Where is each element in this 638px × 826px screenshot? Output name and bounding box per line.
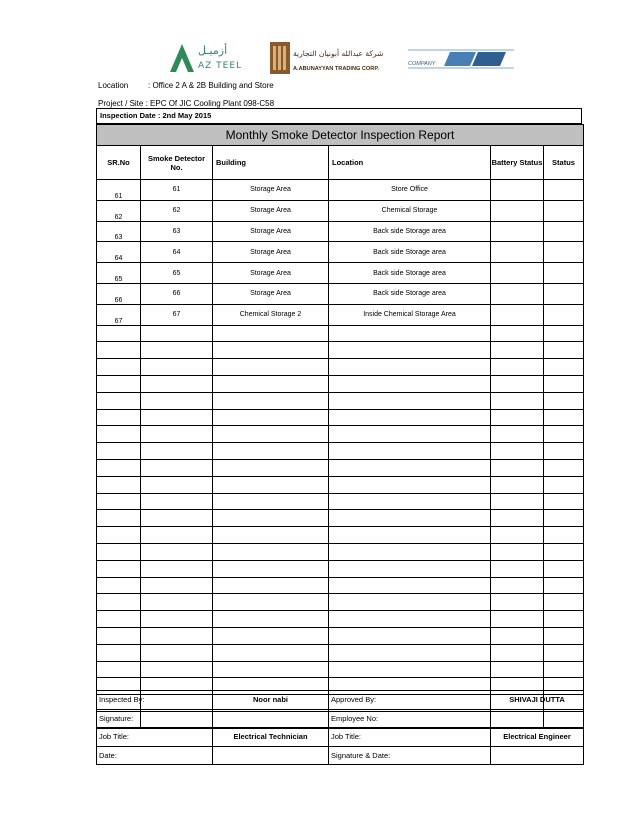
cell-location: Back side Storage area (329, 263, 491, 284)
job-title-label-2: Job Title: (329, 728, 491, 747)
cell-battery-status (491, 200, 544, 221)
table-row (97, 627, 584, 644)
cell-location: Store Office (329, 180, 491, 201)
cell-building (213, 426, 329, 443)
table-row (97, 527, 584, 544)
cell-detector-no: 66 (141, 283, 213, 304)
signature-date-value (491, 746, 584, 765)
cell-sr-no: 61 (97, 180, 141, 201)
cell-detector-no (141, 627, 213, 644)
col-header-battery: Battery Status (491, 146, 544, 180)
cell-sr-no: 67 (97, 304, 141, 325)
cell-detector-no (141, 409, 213, 426)
job-title-value-2: Electrical Engineer (491, 728, 584, 747)
table-row (97, 200, 584, 221)
cell-building (213, 493, 329, 510)
cell-battery-status (491, 493, 544, 510)
table-row (97, 476, 584, 493)
cell-sr-no (97, 577, 141, 594)
cell-building (213, 342, 329, 359)
cell-status (544, 375, 584, 392)
approved-by-value: SHIVAJI DUTTA (491, 691, 584, 710)
project-line: Project / Site : EPC Of JIC Cooling Plant 098-C58 (98, 99, 275, 108)
cell-building (213, 375, 329, 392)
cell-location (329, 543, 491, 560)
abunayyan-arabic-text: شركة عبدالله أبونيان التجارية (293, 49, 384, 58)
employee-no-label: Employee No: (329, 709, 491, 728)
table-row (97, 644, 584, 661)
cell-sr-no: 62 (97, 200, 141, 221)
cell-status (544, 221, 584, 242)
abunayyan-logo (268, 40, 384, 76)
cell-status (544, 459, 584, 476)
cell-detector-no (141, 644, 213, 661)
cell-location (329, 342, 491, 359)
cell-sr-no (97, 611, 141, 628)
cell-sr-no (97, 426, 141, 443)
inspection-table (96, 124, 584, 729)
cell-battery-status (491, 242, 544, 263)
cell-building (213, 611, 329, 628)
cell-sr-no (97, 627, 141, 644)
table-row (97, 426, 584, 443)
cell-location (329, 359, 491, 376)
cell-building (213, 476, 329, 493)
cell-status (544, 304, 584, 325)
table-row (97, 325, 584, 342)
cell-detector-no (141, 392, 213, 409)
cell-building (213, 594, 329, 611)
cell-building (213, 577, 329, 594)
cell-status (544, 359, 584, 376)
cell-status (544, 392, 584, 409)
col-header-building: Building (213, 146, 329, 180)
cell-sr-no: 64 (97, 242, 141, 263)
table-row (97, 510, 584, 527)
location-line (98, 81, 274, 90)
cell-detector-no (141, 375, 213, 392)
cell-location: Chemical Storage (329, 200, 491, 221)
date-value (213, 746, 329, 765)
cell-status (544, 426, 584, 443)
cell-location: Inside Chemical Storage Area (329, 304, 491, 325)
cell-sr-no (97, 459, 141, 476)
cell-building (213, 527, 329, 544)
cell-building: Storage Area (213, 263, 329, 284)
location-value: : Office 2 A & 2B Building and Store (148, 81, 274, 90)
cell-sr-no (97, 594, 141, 611)
cell-battery-status (491, 392, 544, 409)
cell-battery-status (491, 543, 544, 560)
cell-detector-no (141, 543, 213, 560)
cell-location: Back side Storage area (329, 221, 491, 242)
cell-location (329, 443, 491, 460)
cell-detector-no (141, 476, 213, 493)
cell-status (544, 543, 584, 560)
cell-battery-status (491, 180, 544, 201)
table-row (97, 263, 584, 284)
cell-battery-status (491, 594, 544, 611)
cell-location (329, 392, 491, 409)
cell-sr-no (97, 342, 141, 359)
cell-battery-status (491, 527, 544, 544)
table-row (97, 392, 584, 409)
report-title: Monthly Smoke Detector Inspection Report (97, 125, 584, 146)
job-title-value: Electrical Technician (213, 728, 329, 747)
cell-sr-no (97, 476, 141, 493)
cell-status (544, 577, 584, 594)
cell-battery-status (491, 359, 544, 376)
table-row (97, 221, 584, 242)
employee-no-value (491, 709, 584, 728)
cell-battery-status (491, 510, 544, 527)
cell-battery-status (491, 611, 544, 628)
cell-status (544, 443, 584, 460)
cell-sr-no (97, 359, 141, 376)
cell-sr-no (97, 661, 141, 678)
table-row (97, 594, 584, 611)
cell-status (544, 644, 584, 661)
cell-building: Storage Area (213, 200, 329, 221)
cell-status (544, 263, 584, 284)
cell-battery-status (491, 342, 544, 359)
inspected-by-value: Noor nabi (213, 691, 329, 710)
table-row (97, 577, 584, 594)
cell-building: Storage Area (213, 283, 329, 304)
cell-battery-status (491, 627, 544, 644)
cell-building (213, 661, 329, 678)
cell-location (329, 560, 491, 577)
cell-sr-no (97, 375, 141, 392)
cell-location (329, 594, 491, 611)
cell-location (329, 577, 491, 594)
col-header-sr-no: SR.No (97, 146, 141, 180)
cell-sr-no (97, 560, 141, 577)
cell-status (544, 527, 584, 544)
cell-status (544, 560, 584, 577)
cell-detector-no (141, 510, 213, 527)
date-label: Date: (97, 746, 213, 765)
cell-building: Chemical Storage 2 (213, 304, 329, 325)
cell-battery-status (491, 375, 544, 392)
cell-battery-status (491, 221, 544, 242)
cell-status (544, 200, 584, 221)
cell-battery-status (491, 426, 544, 443)
cell-battery-status (491, 443, 544, 460)
cell-location (329, 611, 491, 628)
signature-table (96, 690, 584, 765)
cell-building (213, 627, 329, 644)
cell-building (213, 359, 329, 376)
cell-detector-no (141, 577, 213, 594)
cell-location (329, 459, 491, 476)
cell-status (544, 180, 584, 201)
approved-by-label: Approved By: (329, 691, 491, 710)
cell-status (544, 627, 584, 644)
cell-detector-no (141, 661, 213, 678)
job-title-label: Job Title: (97, 728, 213, 747)
cell-battery-status (491, 263, 544, 284)
cell-detector-no: 67 (141, 304, 213, 325)
cell-sr-no (97, 527, 141, 544)
cell-sr-no: 66 (97, 283, 141, 304)
cell-sr-no (97, 510, 141, 527)
cell-status (544, 594, 584, 611)
cell-battery-status (491, 325, 544, 342)
cell-status (544, 325, 584, 342)
cell-battery-status (491, 409, 544, 426)
table-row (97, 375, 584, 392)
cell-battery-status (491, 661, 544, 678)
col-header-status: Status (544, 146, 584, 180)
cell-location (329, 409, 491, 426)
cell-battery-status (491, 283, 544, 304)
cell-battery-status (491, 304, 544, 325)
cell-location: Back side Storage area (329, 283, 491, 304)
table-row (97, 342, 584, 359)
cell-location (329, 510, 491, 527)
cell-sr-no (97, 409, 141, 426)
inspection-date: Inspection Date : 2nd May 2015 (96, 108, 582, 124)
cell-building (213, 392, 329, 409)
cell-detector-no (141, 342, 213, 359)
cell-building (213, 325, 329, 342)
cell-building (213, 560, 329, 577)
cell-status (544, 611, 584, 628)
table-row (97, 459, 584, 476)
cell-location (329, 527, 491, 544)
signature-date-label: Signature & Date: (329, 746, 491, 765)
cell-building (213, 409, 329, 426)
cell-building (213, 459, 329, 476)
cell-sr-no (97, 644, 141, 661)
cell-detector-no (141, 359, 213, 376)
cell-status (544, 409, 584, 426)
cell-sr-no (97, 543, 141, 560)
cell-detector-no (141, 459, 213, 476)
cell-detector-no (141, 611, 213, 628)
signature-label: Signature: (97, 709, 213, 728)
cell-status (544, 510, 584, 527)
cell-sr-no (97, 493, 141, 510)
cell-detector-no: 61 (141, 180, 213, 201)
cell-location (329, 661, 491, 678)
table-row (97, 611, 584, 628)
cell-status (544, 493, 584, 510)
table-row (97, 661, 584, 678)
cell-sr-no: 63 (97, 221, 141, 242)
cell-location (329, 476, 491, 493)
cell-detector-no (141, 560, 213, 577)
col-header-location: Location (329, 146, 491, 180)
cell-detector-no: 64 (141, 242, 213, 263)
company-logo-text: COMPANY (408, 61, 436, 67)
location-label: Location (98, 81, 129, 90)
inspected-by-label: Inspected By: (97, 691, 213, 710)
col-header-detector-no: Smoke Detector No. (141, 146, 213, 180)
cell-detector-no (141, 325, 213, 342)
abunayyan-latin-text: A.ABUNAYYAN TRADING CORP. (293, 66, 379, 72)
table-row (97, 409, 584, 426)
company-logo (404, 44, 520, 74)
cell-building: Storage Area (213, 221, 329, 242)
cell-sr-no (97, 392, 141, 409)
cell-status (544, 283, 584, 304)
table-row (97, 242, 584, 263)
table-row (97, 180, 584, 201)
cell-battery-status (491, 476, 544, 493)
table-row (97, 560, 584, 577)
cell-building: Storage Area (213, 180, 329, 201)
cell-detector-no (141, 527, 213, 544)
az-steel-arabic-text: أزميـل (198, 44, 228, 57)
cell-status (544, 661, 584, 678)
cell-location (329, 644, 491, 661)
cell-location (329, 493, 491, 510)
cell-battery-status (491, 577, 544, 594)
cell-status (544, 342, 584, 359)
cell-status (544, 242, 584, 263)
cell-location (329, 375, 491, 392)
cell-location: Back side Storage area (329, 242, 491, 263)
cell-sr-no (97, 325, 141, 342)
az-steel-logo (166, 40, 244, 76)
cell-detector-no (141, 443, 213, 460)
cell-sr-no (97, 443, 141, 460)
table-row (97, 543, 584, 560)
table-row (97, 493, 584, 510)
cell-battery-status (491, 644, 544, 661)
table-row (97, 283, 584, 304)
cell-detector-no (141, 426, 213, 443)
table-row (97, 359, 584, 376)
cell-sr-no: 65 (97, 263, 141, 284)
cell-building (213, 443, 329, 460)
cell-battery-status (491, 459, 544, 476)
cell-building (213, 543, 329, 560)
cell-detector-no (141, 594, 213, 611)
cell-building: Storage Area (213, 242, 329, 263)
cell-building (213, 510, 329, 527)
table-row (97, 443, 584, 460)
cell-location (329, 627, 491, 644)
table-row (97, 304, 584, 325)
cell-battery-status (491, 560, 544, 577)
cell-location (329, 325, 491, 342)
cell-detector-no (141, 493, 213, 510)
cell-status (544, 476, 584, 493)
cell-location (329, 426, 491, 443)
signature-value (213, 709, 329, 728)
cell-detector-no: 63 (141, 221, 213, 242)
cell-building (213, 644, 329, 661)
cell-detector-no: 62 (141, 200, 213, 221)
az-steel-latin-text: AZ TEEL (198, 61, 243, 71)
cell-detector-no: 65 (141, 263, 213, 284)
